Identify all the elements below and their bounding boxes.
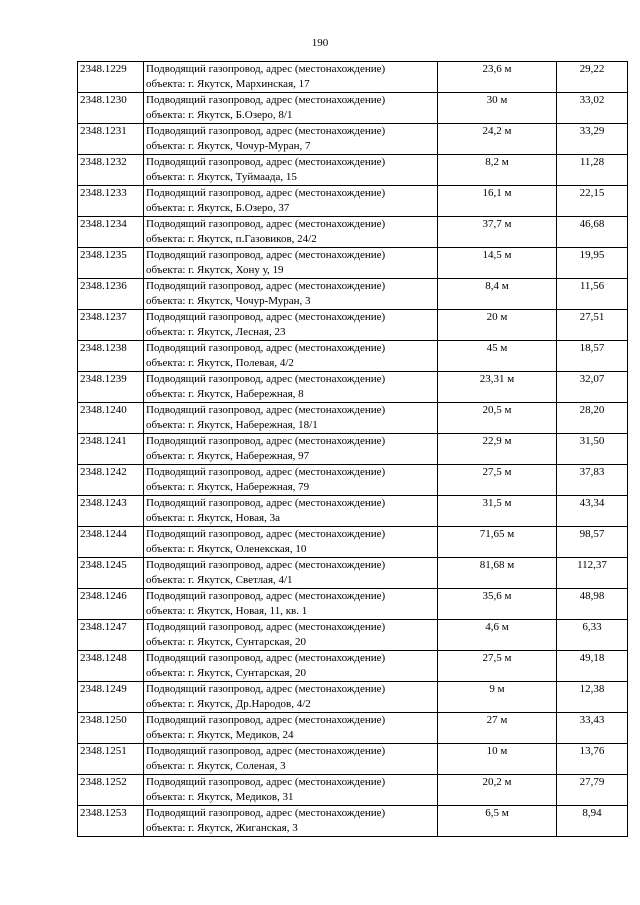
table-row [78,713,628,744]
record-number-cell: 2348.1236 [78,279,144,310]
value-cell: 48,98 [557,589,628,620]
table-row [78,372,628,403]
page-number: 190 [311,37,329,49]
value-cell: 13,76 [557,744,628,775]
value-cell: 33,29 [557,124,628,155]
object-description-cell: Подводящий газопровод, адрес (местонахождение) объекта: г. Якутск, Полевая, 4/2 [144,341,438,372]
pipeline-length-cell: 22,9 м [438,434,557,465]
value-cell: 98,57 [557,527,628,558]
table-row [78,155,628,186]
table-row [78,558,628,589]
pipeline-length-cell: 27,5 м [438,465,557,496]
object-description-cell: Подводящий газопровод, адрес (местонахождение) объекта: г. Якутск, Сунтарская, 20 [144,620,438,651]
registry-table [77,61,628,837]
table-row [78,651,628,682]
table-row [78,217,628,248]
value-cell: 18,57 [557,341,628,372]
table-row [78,682,628,713]
value-cell: 29,22 [557,62,628,93]
record-number-cell: 2348.1246 [78,589,144,620]
value-cell: 33,43 [557,713,628,744]
value-cell: 37,83 [557,465,628,496]
pipeline-length-cell: 27,5 м [438,651,557,682]
pipeline-length-cell: 71,65 м [438,527,557,558]
record-number-cell: 2348.1238 [78,341,144,372]
object-description-cell: Подводящий газопровод, адрес (местонахождение) объекта: г. Якутск, Б.Озеро, 8/1 [144,93,438,124]
pipeline-length-cell: 6,5 м [438,806,557,837]
pipeline-length-cell: 4,6 м [438,620,557,651]
object-description-cell: Подводящий газопровод, адрес (местонахождение) объекта: г. Якутск, Б.Озеро, 37 [144,186,438,217]
object-description-cell: Подводящий газопровод, адрес (местонахождение) объекта: г. Якутск, Хону у, 19 [144,248,438,279]
pipeline-length-cell: 45 м [438,341,557,372]
record-number-cell: 2348.1244 [78,527,144,558]
record-number-cell: 2348.1234 [78,217,144,248]
table-row [78,403,628,434]
table-row [78,62,628,93]
table-row [78,806,628,837]
object-description-cell: Подводящий газопровод, адрес (местонахождение) объекта: г. Якутск, Новая, 3а [144,496,438,527]
table-row [78,620,628,651]
object-description-cell: Подводящий газопровод, адрес (местонахождение) объекта: г. Якутск, Мархинская, 17 [144,62,438,93]
table-row [78,465,628,496]
pipeline-length-cell: 14,5 м [438,248,557,279]
record-number-cell: 2348.1242 [78,465,144,496]
value-cell: 46,68 [557,217,628,248]
table-row [78,248,628,279]
object-description-cell: Подводящий газопровод, адрес (местонахождение) объекта: г. Якутск, Набережная, 97 [144,434,438,465]
pipeline-length-cell: 37,7 м [438,217,557,248]
value-cell: 6,33 [557,620,628,651]
table-row [78,310,628,341]
object-description-cell: Подводящий газопровод, адрес (местонахождение) объекта: г. Якутск, Медиков, 31 [144,775,438,806]
table-row [78,341,628,372]
record-number-cell: 2348.1248 [78,651,144,682]
record-number-cell: 2348.1245 [78,558,144,589]
value-cell: 12,38 [557,682,628,713]
value-cell: 11,56 [557,279,628,310]
object-description-cell: Подводящий газопровод, адрес (местонахождение) объекта: г. Якутск, Туймаада, 15 [144,155,438,186]
table-row [78,434,628,465]
value-cell: 27,51 [557,310,628,341]
pipeline-length-cell: 35,6 м [438,589,557,620]
record-number-cell: 2348.1249 [78,682,144,713]
value-cell: 49,18 [557,651,628,682]
table-row [78,186,628,217]
record-number-cell: 2348.1243 [78,496,144,527]
table-row [78,93,628,124]
object-description-cell: Подводящий газопровод, адрес (местонахождение) объекта: г. Якутск, Набережная, 18/1 [144,403,438,434]
object-description-cell: Подводящий газопровод, адрес (местонахождение) объекта: г. Якутск, Медиков, 24 [144,713,438,744]
pipeline-length-cell: 20 м [438,310,557,341]
table-row [78,279,628,310]
table-row [78,775,628,806]
table-row [78,527,628,558]
table-row [78,589,628,620]
record-number-cell: 2348.1253 [78,806,144,837]
value-cell: 8,94 [557,806,628,837]
pipeline-length-cell: 8,2 м [438,155,557,186]
value-cell: 27,79 [557,775,628,806]
object-description-cell: Подводящий газопровод, адрес (местонахождение) объекта: г. Якутск, Новая, 11, кв. 1 [144,589,438,620]
record-number-cell: 2348.1241 [78,434,144,465]
record-number-cell: 2348.1239 [78,372,144,403]
object-description-cell: Подводящий газопровод, адрес (местонахождение) объекта: г. Якутск, Чочур-Муран, 7 [144,124,438,155]
table-row [78,124,628,155]
object-description-cell: Подводящий газопровод, адрес (местонахождение) объекта: г. Якутск, п.Газовиков, 24/2 [144,217,438,248]
record-number-cell: 2348.1233 [78,186,144,217]
record-number-cell: 2348.1237 [78,310,144,341]
object-description-cell: Подводящий газопровод, адрес (местонахождение) объекта: г. Якутск, Чочур-Муран, 3 [144,279,438,310]
value-cell: 33,02 [557,93,628,124]
value-cell: 32,07 [557,372,628,403]
record-number-cell: 2348.1250 [78,713,144,744]
value-cell: 43,34 [557,496,628,527]
object-description-cell: Подводящий газопровод, адрес (местонахождение) объекта: г. Якутск, Жиганская, 3 [144,806,438,837]
pipeline-length-cell: 24,2 м [438,124,557,155]
record-number-cell: 2348.1235 [78,248,144,279]
pipeline-length-cell: 20,5 м [438,403,557,434]
pipeline-length-cell: 30 м [438,93,557,124]
pipeline-length-cell: 27 м [438,713,557,744]
pipeline-length-cell: 8,4 м [438,279,557,310]
table-row [78,744,628,775]
object-description-cell: Подводящий газопровод, адрес (местонахождение) объекта: г. Якутск, Др.Народов, 4/2 [144,682,438,713]
pipeline-length-cell: 16,1 м [438,186,557,217]
object-description-cell: Подводящий газопровод, адрес (местонахождение) объекта: г. Якутск, Набережная, 8 [144,372,438,403]
object-description-cell: Подводящий газопровод, адрес (местонахождение) объекта: г. Якутск, Сунтарская, 20 [144,651,438,682]
pipeline-length-cell: 10 м [438,744,557,775]
value-cell: 31,50 [557,434,628,465]
value-cell: 28,20 [557,403,628,434]
record-number-cell: 2348.1231 [78,124,144,155]
object-description-cell: Подводящий газопровод, адрес (местонахождение) объекта: г. Якутск, Светлая, 4/1 [144,558,438,589]
object-description-cell: Подводящий газопровод, адрес (местонахождение) объекта: г. Якутск, Набережная, 79 [144,465,438,496]
registry-table-body [78,62,628,837]
object-description-cell: Подводящий газопровод, адрес (местонахождение) объекта: г. Якутск, Соленая, 3 [144,744,438,775]
pipeline-length-cell: 23,6 м [438,62,557,93]
record-number-cell: 2348.1252 [78,775,144,806]
record-number-cell: 2348.1230 [78,93,144,124]
record-number-cell: 2348.1247 [78,620,144,651]
record-number-cell: 2348.1232 [78,155,144,186]
record-number-cell: 2348.1240 [78,403,144,434]
pipeline-length-cell: 31,5 м [438,496,557,527]
pipeline-length-cell: 23,31 м [438,372,557,403]
value-cell: 19,95 [557,248,628,279]
pipeline-length-cell: 9 м [438,682,557,713]
object-description-cell: Подводящий газопровод, адрес (местонахождение) объекта: г. Якутск, Оленекская, 10 [144,527,438,558]
object-description-cell: Подводящий газопровод, адрес (местонахождение) объекта: г. Якутск, Лесная, 23 [144,310,438,341]
value-cell: 22,15 [557,186,628,217]
pipeline-length-cell: 81,68 м [438,558,557,589]
record-number-cell: 2348.1229 [78,62,144,93]
value-cell: 112,37 [557,558,628,589]
record-number-cell: 2348.1251 [78,744,144,775]
value-cell: 11,28 [557,155,628,186]
pipeline-length-cell: 20,2 м [438,775,557,806]
table-row [78,496,628,527]
